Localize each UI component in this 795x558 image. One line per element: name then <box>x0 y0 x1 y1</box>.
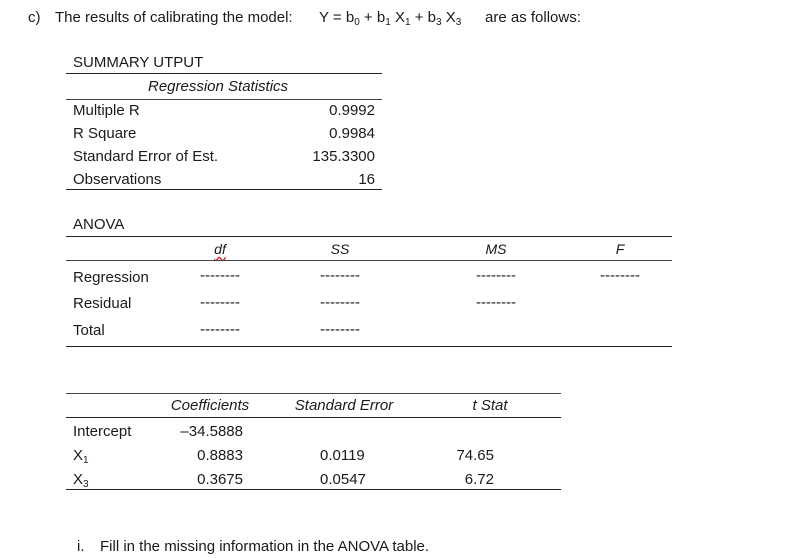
question-label: c) <box>28 9 41 26</box>
regression-stats-header: Regression Statistics <box>148 78 289 95</box>
anova-blank-ss: -------- <box>320 321 360 338</box>
tstat-value: 74.65 <box>456 447 494 464</box>
stat-label: Multiple R <box>73 102 140 119</box>
coef-row-label: Intercept <box>73 423 132 440</box>
se-header: Standard Error <box>294 397 394 414</box>
anova-header-df: df <box>214 241 226 257</box>
anova-blank-df: -------- <box>200 267 240 284</box>
anova-blank-ms: -------- <box>476 267 516 284</box>
se-value: 0.0119 <box>320 447 365 464</box>
anova-header-ss: SS <box>330 241 350 257</box>
stat-value: 135.3300 <box>312 148 375 165</box>
anova-title: ANOVA <box>73 216 125 233</box>
anova-row-label: Total <box>73 322 105 339</box>
stat-label: Observations <box>73 171 162 188</box>
stat-value: 0.9992 <box>329 102 375 119</box>
anova-blank-df: -------- <box>200 294 240 311</box>
divider <box>66 236 672 237</box>
tstat-header: t Stat <box>472 397 508 414</box>
divider <box>66 393 561 394</box>
divider <box>66 73 382 74</box>
summary-title: SUMMARY UTPUT <box>73 54 204 71</box>
coef-row-label: $X_3$ <box>73 471 89 490</box>
model-equation: $Y = b_0 + b_1$ $X_1 + b_3$ $X_3$ <box>319 9 462 28</box>
stat-value: 16 <box>358 171 375 188</box>
anova-header-f: F <box>615 241 625 257</box>
question-prefix: The results of calibrating the model: <box>55 9 293 26</box>
coef-value: –34.5888 <box>180 423 243 440</box>
stat-value: 0.9984 <box>329 125 375 142</box>
stat-label: Standard Error of Est. <box>73 148 219 165</box>
anova-blank-ss: -------- <box>320 267 360 284</box>
anova-row-label: Regression <box>73 269 149 286</box>
coef-row-label: $X_1$ <box>73 447 89 466</box>
divider <box>66 260 672 261</box>
instruction-label: i. <box>77 538 85 555</box>
coef-value: 0.3675 <box>197 471 243 488</box>
anova-blank-df: -------- <box>200 321 240 338</box>
coef-value: 0.8883 <box>197 447 243 464</box>
stat-label: R Square <box>73 125 137 142</box>
question-suffix: are as follows: <box>485 9 581 26</box>
divider <box>66 417 561 418</box>
divider <box>66 189 382 190</box>
anova-blank-ms: -------- <box>476 294 516 311</box>
divider <box>66 346 672 347</box>
tstat-value: 6.72 <box>464 471 494 488</box>
divider <box>66 99 382 100</box>
anova-row-label: Residual <box>73 295 132 312</box>
divider <box>66 489 561 490</box>
anova-header-ms: MS <box>485 241 507 257</box>
anova-blank-ss: -------- <box>320 294 360 311</box>
anova-blank-f: -------- <box>600 267 640 284</box>
instruction-text: Fill in the missing information in the ANOVA table. <box>100 538 430 555</box>
coef-header: Coefficients <box>170 397 250 414</box>
se-value: 0.0547 <box>320 471 366 488</box>
